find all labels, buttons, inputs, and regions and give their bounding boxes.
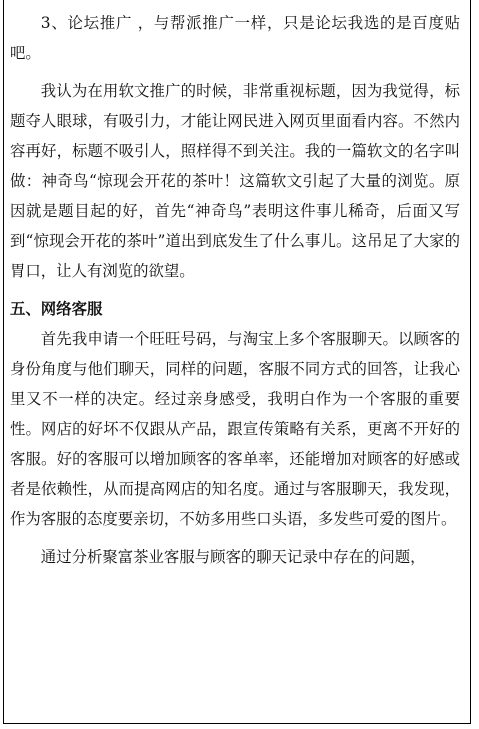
paragraph-soft-article-title: 我认为在用软文推广的时候，非常重视标题，因为我觉得，标题夺人眼球，有吸引力，才能让网民进入网页里面看内容。不然内容再好，标题不吸引人，照样得不到关注。我的一篇软文的名字叫做：神奇鸟“惊现会开花的茶叶！这篇软文引起了大量的浏览。原因就是题目起的好，首先“神奇鸟”表明这件事儿稀奇，后面又写到“惊现会开花的茶叶”道出到底发生了什么事儿。这吊足了大家的胃口，让人有浏览的欲望。 — [10, 82, 460, 280]
paragraph-chat-analysis: 通过分析聚富茶业客服与顾客的聊天记录中存在的问题， — [40, 548, 426, 566]
paragraph-forum-promotion: 3、论坛推广 ，与帮派推广一样，只是论坛我选的是百度贴吧。 — [10, 14, 460, 62]
section-heading: 五、网络客服 — [10, 300, 103, 318]
document-body — [10, 8, 460, 572]
paragraph-customer-service: 首先我申请一个旺旺号码，与淘宝上多个客服聊天。以顾客的身份角度与他们聊天，同样的问题，客服不同方式的回答，让我心里又不一样的决定。经过亲身感受，我明白作为一个客服的重要性。网店的好坏不仅跟从产品，跟宣传策略有关系，更离不开好的客服。好的客服可以增加顾客的客单率，还能增加对顾客的好感或者是依赖性，从而提高网店的知名度。通过与客服聊天，我发现，作为客服的态度要亲切，不妨多用些口头语，多发些可爱的图片。 — [10, 330, 460, 528]
